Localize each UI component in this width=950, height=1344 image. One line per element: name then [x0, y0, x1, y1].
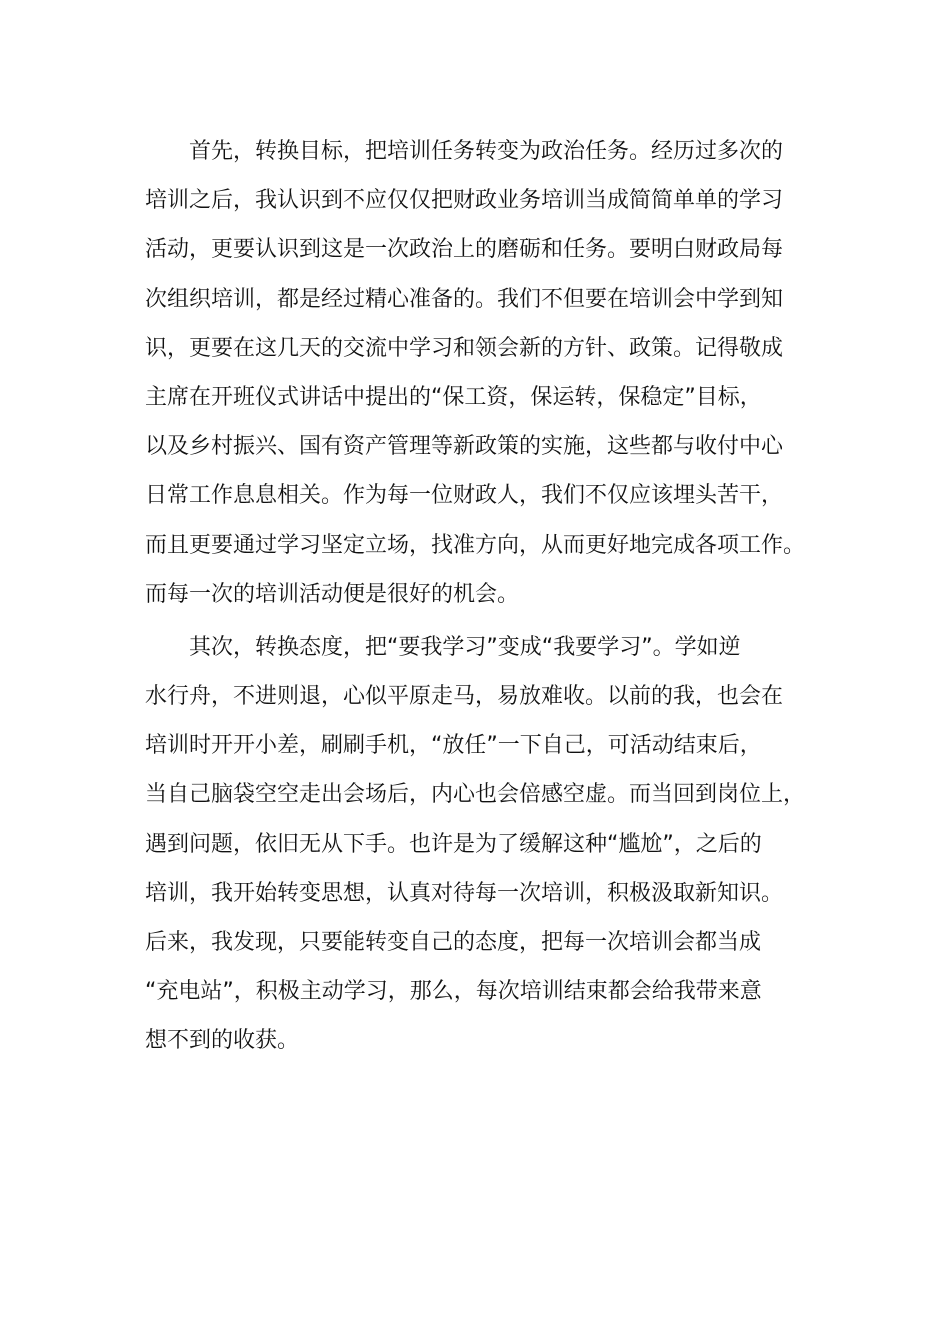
- document-page: [145, 136, 825, 1075]
- text-line: 以及乡村振兴、国有资产管理等新政策的实施，这些都与收付中心: [145, 434, 784, 460]
- text-line: “充电站”，积极主动学习，那么，每次培训结束都会给我带来意: [145, 979, 762, 1005]
- text-line: 而每一次的培训活动便是很好的机会。: [145, 581, 520, 607]
- text-line: 培训时开开小差，刷刷手机，“放任”一下自己，可活动结束后，: [145, 733, 762, 759]
- text-line: 而且更要通过学习坚定立场，找准方向，从而更好地完成各项工作。: [145, 532, 806, 558]
- text-line: 水行舟，不进则退，心似平原走马，易放难收。以前的我，也会在: [145, 684, 784, 710]
- text-line: 识，更要在这几天的交流中学习和领会新的方针、政策。记得敬成: [145, 335, 784, 361]
- text-line: 主席在开班仪式讲话中提出的“保工资，保运转，保稳定”目标，: [145, 384, 762, 410]
- text-line: 遇到问题，依旧无从下手。也许是为了缓解这种“尴尬”，之后的: [145, 831, 762, 857]
- text-line: 培训，我开始转变思想，认真对待每一次培训，积极汲取新知识。: [145, 880, 784, 906]
- text-line: 次组织培训，都是经过精心准备的。我们不但要在培训会中学到知: [145, 286, 784, 312]
- text-line: 想不到的收获。: [145, 1028, 300, 1054]
- text-line: 后来，我发现，只要能转变自己的态度，把每一次培训会都当成: [145, 930, 762, 955]
- text-line: 当自己脑袋空空走出会场后，内心也会倍感空虚。而当回到岗位上，: [145, 782, 806, 808]
- paragraph: [145, 136, 825, 628]
- text-line: 其次，转换态度，把“要我学习”变成“我要学习”。学如逆: [189, 634, 741, 660]
- text-line: 培训之后，我认识到不应仅仅把财政业务培训当成简简单单的学习: [145, 188, 784, 214]
- text-line: 活动，更要认识到这是一次政治上的磨砺和任务。要明白财政局每: [145, 237, 784, 263]
- text-line: 首先，转换目标，把培训任务转变为政治任务。经历过多次的: [189, 139, 784, 164]
- text-line: 日常工作息息相关。作为每一位财政人，我们不仅应该埋头苦干，: [145, 483, 784, 509]
- paragraph: [145, 632, 825, 1075]
